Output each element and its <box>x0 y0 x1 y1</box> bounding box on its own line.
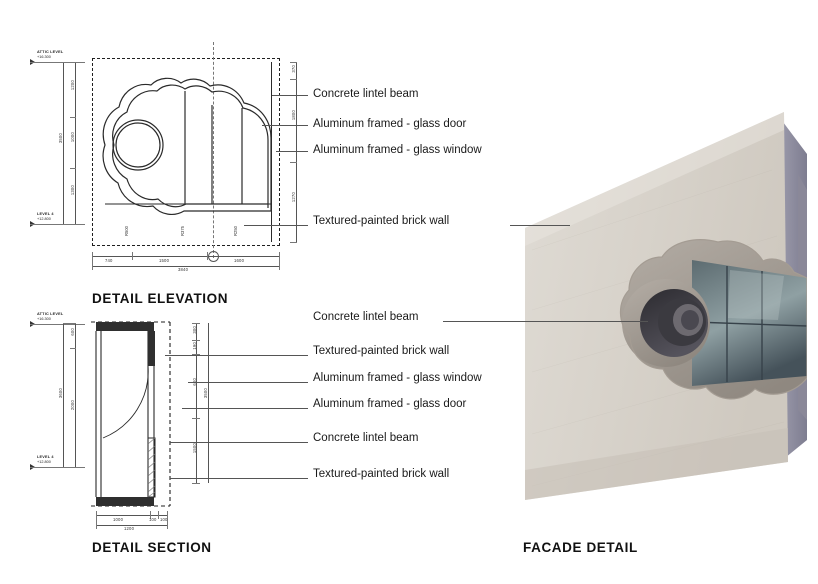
detail-elevation-drawing <box>0 0 300 306</box>
elevation-level-attic: ATTIC LEVEL +16.300 <box>37 50 64 59</box>
section-dim-1000: 1000 <box>113 517 124 522</box>
section-label-brick-wall-bottom: Textured-painted brick wall <box>313 468 450 480</box>
section-dim-2000: 2000 <box>70 400 75 411</box>
elevation-dim-1270: 1270 <box>291 192 296 203</box>
section-level-attic: ATTIC LEVEL +16.300 <box>37 312 64 321</box>
section-label-glass-door: Aluminum framed - glass door <box>313 398 467 410</box>
elevation-dim-1500: 1500 <box>159 258 170 263</box>
elevation-dim-tick <box>63 224 76 225</box>
elevation-leader-3 <box>276 151 308 152</box>
section-dim-tick <box>192 483 200 484</box>
section-dim-600: 600 <box>70 328 75 336</box>
facade-render <box>522 110 807 500</box>
elevation-dim-1000: 1000 <box>70 132 75 143</box>
detail-section-drawing <box>0 300 300 560</box>
section-dim-right-outer <box>208 323 209 483</box>
elevation-dim-740: 740 <box>105 258 113 263</box>
section-dim-tick <box>70 348 76 349</box>
section-level-4-line <box>30 467 85 468</box>
section-level-attic-line <box>30 324 85 325</box>
elevation-dim-tick <box>63 62 76 63</box>
section-label-concrete-lintel-beam: Concrete lintel beam <box>313 432 419 444</box>
elevation-dim-1300: 1300 <box>70 185 75 196</box>
section-dim-300: 300 <box>192 326 197 334</box>
elevation-radius-1: R500 <box>124 225 129 236</box>
elevation-level-4: LEVEL 4 +12.800 <box>37 212 54 221</box>
elevation-dim-370: 370 <box>291 65 296 73</box>
section-level-4: LEVEL 4 +12.800 <box>37 455 54 464</box>
section-dim-tick <box>192 340 200 341</box>
elevation-dim-left-line <box>75 62 76 224</box>
elevation-dim-tick <box>92 252 93 270</box>
section-dim-tick <box>63 323 76 324</box>
section-dim-tick <box>192 418 200 419</box>
section-geometry <box>90 320 182 510</box>
detail-section-title: DETAIL SECTION <box>92 540 212 555</box>
elevation-dim-right-line <box>296 62 297 242</box>
elevation-dim-3840: 3840 <box>178 267 189 272</box>
section-dim-tick <box>96 511 97 529</box>
section-dim-100a: 100 <box>149 517 157 522</box>
section-leader-5 <box>170 478 308 479</box>
elevation-dim-tick <box>70 168 76 169</box>
elevation-leader-1 <box>272 95 308 96</box>
facade-leader-wall <box>510 225 570 226</box>
facade-leader-lintel <box>443 321 648 322</box>
elevation-dim-1600: 1600 <box>234 258 245 263</box>
section-leader-3 <box>182 408 308 409</box>
elevation-radius-3: R250 <box>233 225 238 236</box>
elevation-opening-profile <box>92 58 282 248</box>
elevation-dim-left-outer-line <box>63 62 64 224</box>
section-dim-3600: 3600 <box>58 388 63 399</box>
elevation-dim-tick <box>290 242 297 243</box>
detail-elevation-title: DETAIL ELEVATION <box>92 291 229 306</box>
section-dim-tick <box>192 323 200 324</box>
elevation-dim-3500: 3500 <box>58 133 63 144</box>
elevation-label-glass-window: Aluminum framed - glass window <box>313 144 482 156</box>
elevation-dim-tick <box>290 162 297 163</box>
elevation-dim-bottom-line <box>92 256 280 257</box>
facade-label-concrete-lintel-beam: Concrete lintel beam <box>313 311 419 323</box>
section-dim-tick <box>63 467 76 468</box>
elevation-label-brick-wall: Textured-painted brick wall <box>313 215 450 227</box>
section-dim-100b: 100 <box>160 517 168 522</box>
section-dim-190: 190 <box>192 342 197 350</box>
section-dim-left-line <box>75 323 76 467</box>
elevation-dim-1200: 1200 <box>70 80 75 91</box>
elevation-dim-tick <box>207 252 208 260</box>
section-dim-3500: 3500 <box>203 388 208 399</box>
elevation-dim-tick <box>70 117 76 118</box>
section-label-glass-window: Aluminum framed - glass window <box>313 372 482 384</box>
section-dim-tick <box>158 511 159 519</box>
section-dim-1200: 1200 <box>124 526 135 531</box>
elevation-label-concrete-lintel-beam: Concrete lintel beam <box>313 88 419 100</box>
elevation-dim-tick <box>290 79 297 80</box>
section-leader-2 <box>188 382 308 383</box>
section-label-brick-wall-top: Textured-painted brick wall <box>313 345 450 357</box>
elevation-radius-2: R375 <box>180 225 185 236</box>
facade-detail-title: FACADE DETAIL <box>523 540 638 555</box>
elevation-level-4-line <box>30 224 85 225</box>
elevation-label-glass-door: Aluminum framed - glass door <box>313 118 467 130</box>
section-leader-4 <box>170 442 308 443</box>
elevation-dim-tick <box>290 62 297 63</box>
elevation-dim-tick <box>132 252 133 260</box>
section-leader-1 <box>165 355 308 356</box>
section-dim-600b: 600 <box>192 378 197 386</box>
section-dim-left-outer <box>63 323 64 467</box>
elevation-leader-2 <box>262 125 308 126</box>
elevation-dim-tick <box>279 252 280 270</box>
section-dim-1500: 1500 <box>192 443 197 454</box>
elevation-level-attic-line <box>30 62 85 63</box>
elevation-dim-1800: 1800 <box>291 110 296 121</box>
elevation-leader-4 <box>244 225 308 226</box>
